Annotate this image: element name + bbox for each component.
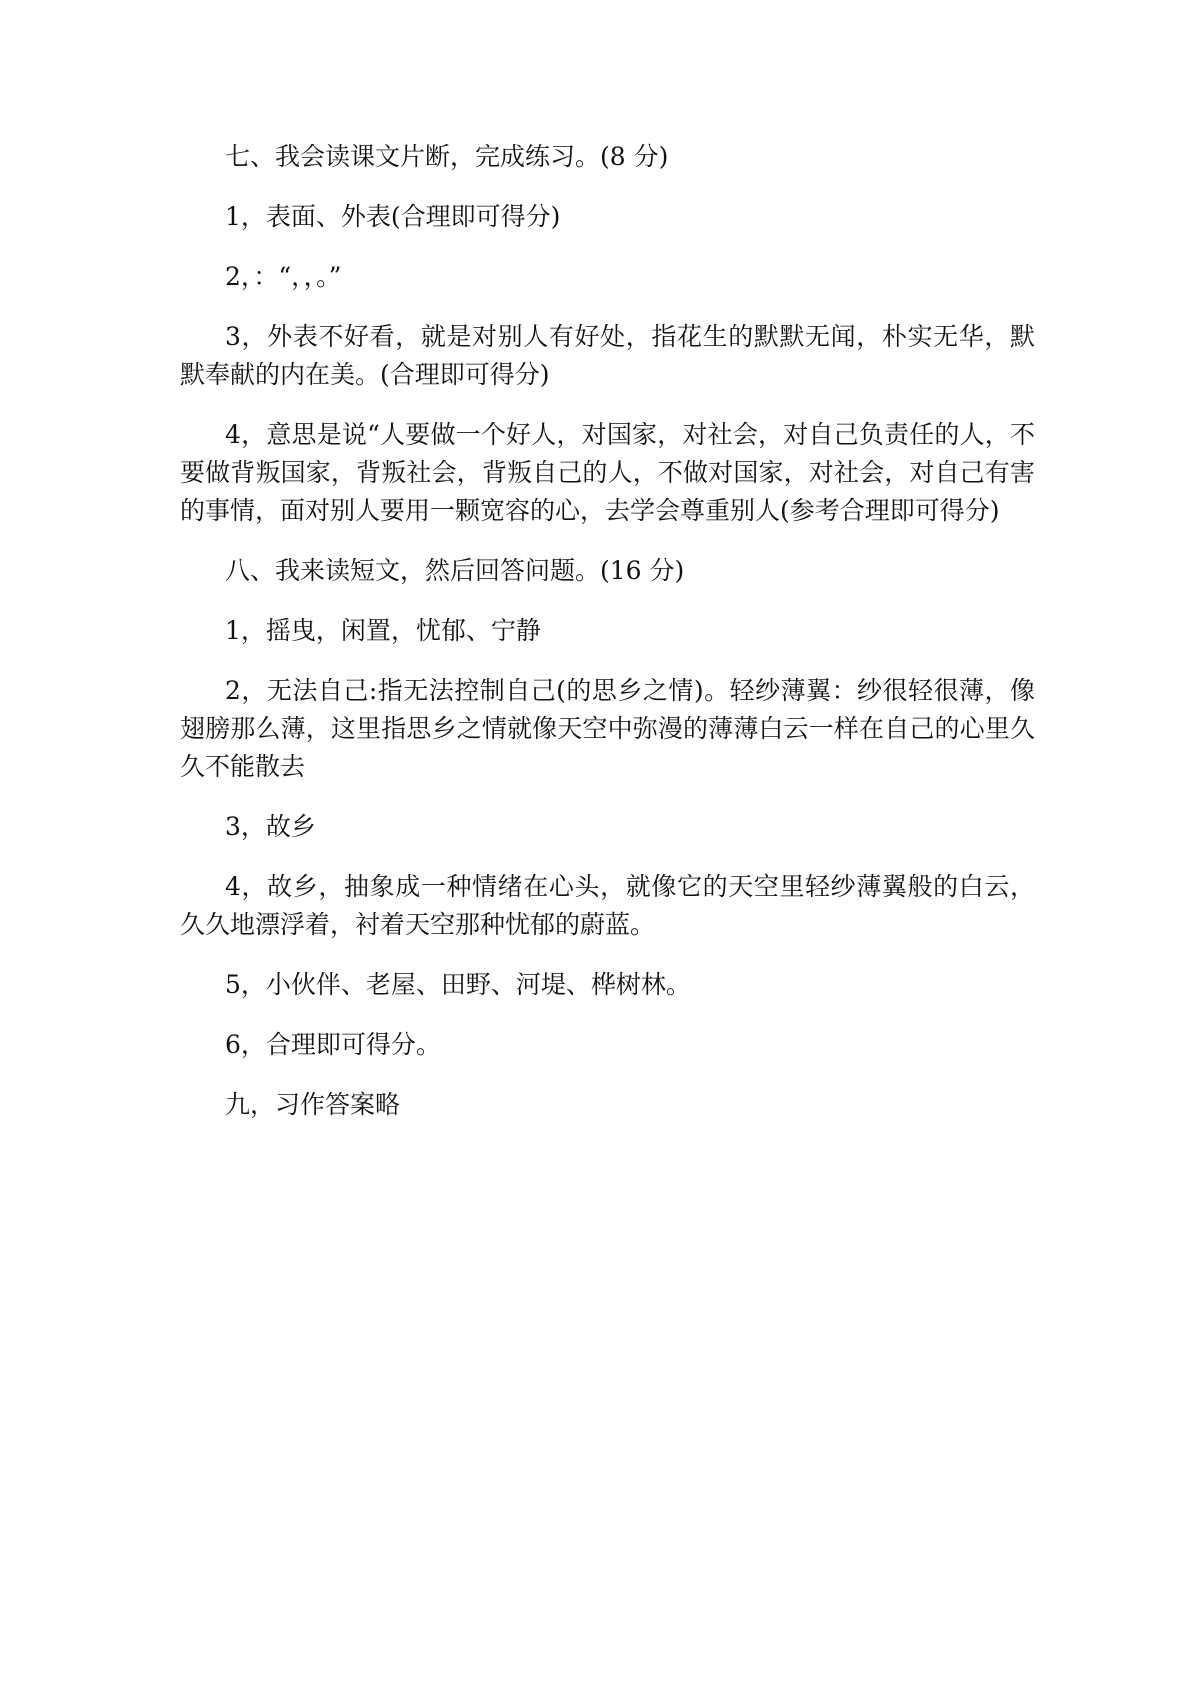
section-8-heading: 八、我来读短文，然后回答问题。(16 分)	[225, 556, 685, 585]
section-8-answer-3: 3，故乡	[225, 812, 316, 841]
section-8-answer-6: 6，合理即可得分。	[225, 1030, 441, 1059]
section-9-heading: 九，习作答案略	[225, 1090, 401, 1119]
answer-content	[180, 138, 1035, 1146]
section-7-answer-3: 3，外表不好看，就是对别人有好处，指花生的默默无闻，朴实无华，默默奉献的内在美。(合理即可得分)	[180, 322, 1035, 389]
section-8-answer-5: 5，小伙伴、老屋、田野、河堤、桦树林。	[225, 970, 691, 999]
section-7-answer-1: 1，表面、外表(合理即可得分)	[225, 202, 561, 231]
section-8-answer-1: 1，摇曳，闲置，忧郁、宁静	[225, 616, 541, 645]
section-8-answer-2: 2，无法自己:指无法控制自己(的思乡之情)。轻纱薄翼：纱很轻很薄，像翅膀那么薄，这里指思乡之情就像天空中弥漫的薄薄白云一样在自己的心里久久不能散去	[180, 676, 1035, 781]
section-8-answer-4: 4，故乡，抽象成一种情绪在心头，就像它的天空里轻纱薄翼般的白云，久久地漂浮着，衬着天空那种忧郁的蔚蓝。	[180, 872, 1035, 939]
section-7-heading: 七、我会读课文片断，完成练习。(8 分)	[225, 142, 669, 171]
section-7-answer-4: 4，意思是说“人要做一个好人，对国家，对社会，对自己负责任的人，不要做背叛国家，背叛社会，背叛自己的人，不做对国家，对社会，对自己有害的事情，面对别人要用一颗宽容的心，去学会尊重别人(参考合理即可得分)	[180, 420, 1035, 525]
section-7-answer-2: 2，：“，，。”	[225, 262, 342, 291]
